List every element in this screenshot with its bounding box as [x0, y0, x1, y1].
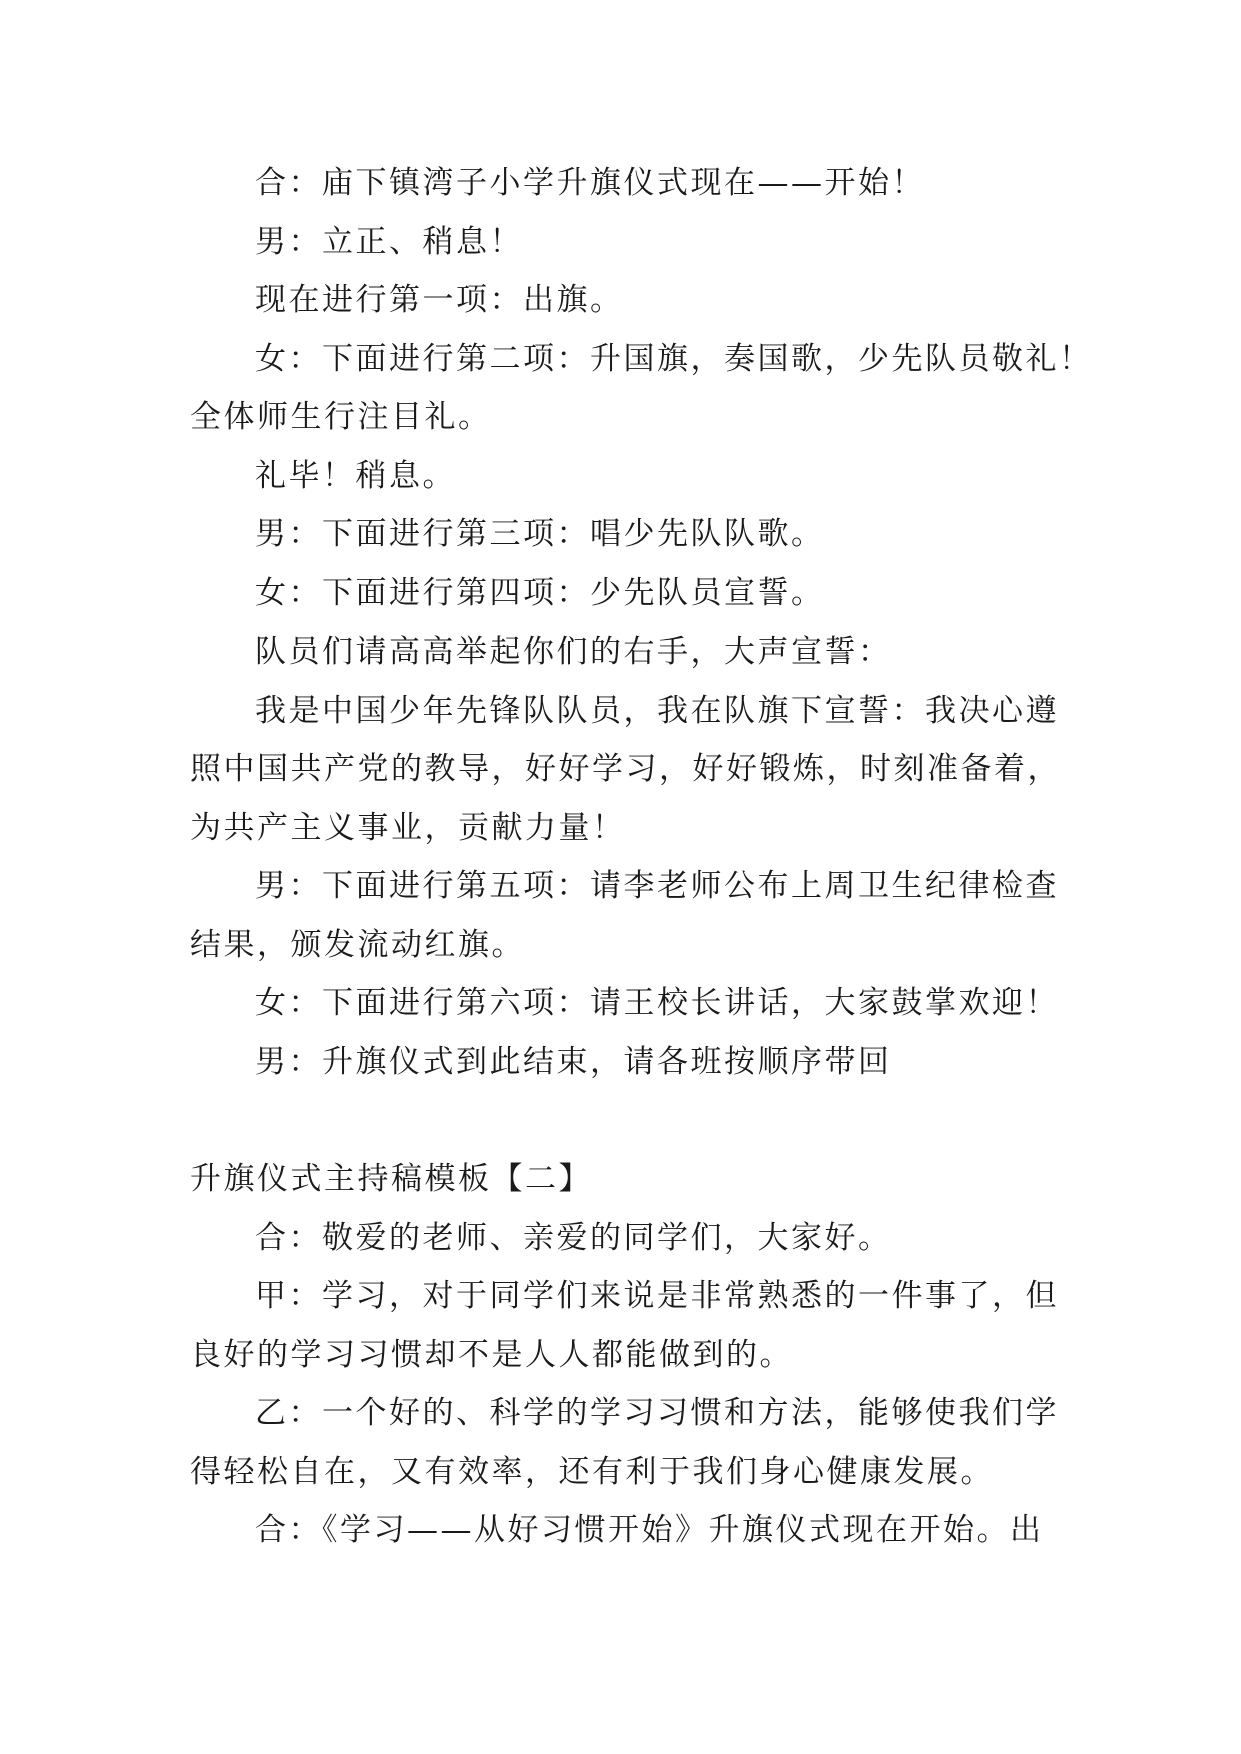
- paragraph-line: 合：《学习——从好习惯开始》升旗仪式现在开始。出: [255, 1512, 1044, 1548]
- paragraph-line: 得轻松自在，又有效率，还有利于我们身心健康发展。: [190, 1454, 994, 1490]
- paragraph-line: 乙：一个好的、科学的学习习惯和方法，能够使我们学: [255, 1395, 1059, 1431]
- paragraph-line: 女：下面进行第二项：升国旗，奏国歌，少先队员敬礼！: [255, 341, 1093, 377]
- paragraph-line: 为共产主义事业，贡献力量！: [190, 810, 626, 846]
- paragraph-line: 照中国共产党的教导，好好学习，好好锻炼，时刻准备着，: [190, 751, 1061, 787]
- paragraph-line: 礼毕！稍息。: [255, 458, 456, 494]
- paragraph-line: 队员们请高高举起你们的右手，大声宣誓：: [255, 634, 892, 670]
- paragraph-line: 女：下面进行第六项：请王校长讲话，大家鼓掌欢迎！: [255, 985, 1059, 1021]
- paragraph-line: 良好的学习习惯却不是人人都能做到的。: [190, 1337, 793, 1373]
- paragraph-line: 现在进行第一项：出旗。: [255, 282, 624, 318]
- paragraph-line: 男：下面进行第三项：唱少先队队歌。: [255, 516, 825, 552]
- paragraph-line: 结果，颁发流动红旗。: [190, 927, 525, 963]
- paragraph-line: 男：立正、稍息！: [255, 224, 523, 260]
- paragraph-line: 甲：学习，对于同学们来说是非常熟悉的一件事了，但: [255, 1278, 1059, 1314]
- paragraph-line: 全体师生行注目礼。: [190, 399, 492, 435]
- paragraph-line: 女：下面进行第四项：少先队员宣誓。: [255, 575, 825, 611]
- paragraph-line: 合：敬爱的老师、亲爱的同学们，大家好。: [255, 1220, 892, 1256]
- section-heading: 升旗仪式主持稿模板【二】: [190, 1161, 592, 1197]
- paragraph-line: 男：下面进行第五项：请李老师公布上周卫生纪律检查: [255, 868, 1059, 904]
- paragraph-line: 男：升旗仪式到此结束，请各班按顺序带回: [255, 1044, 892, 1080]
- paragraph-line: 我是中国少年先锋队队员，我在队旗下宣誓：我决心遵: [255, 693, 1059, 729]
- paragraph-line: 合：庙下镇湾子小学升旗仪式现在——开始！: [255, 165, 925, 201]
